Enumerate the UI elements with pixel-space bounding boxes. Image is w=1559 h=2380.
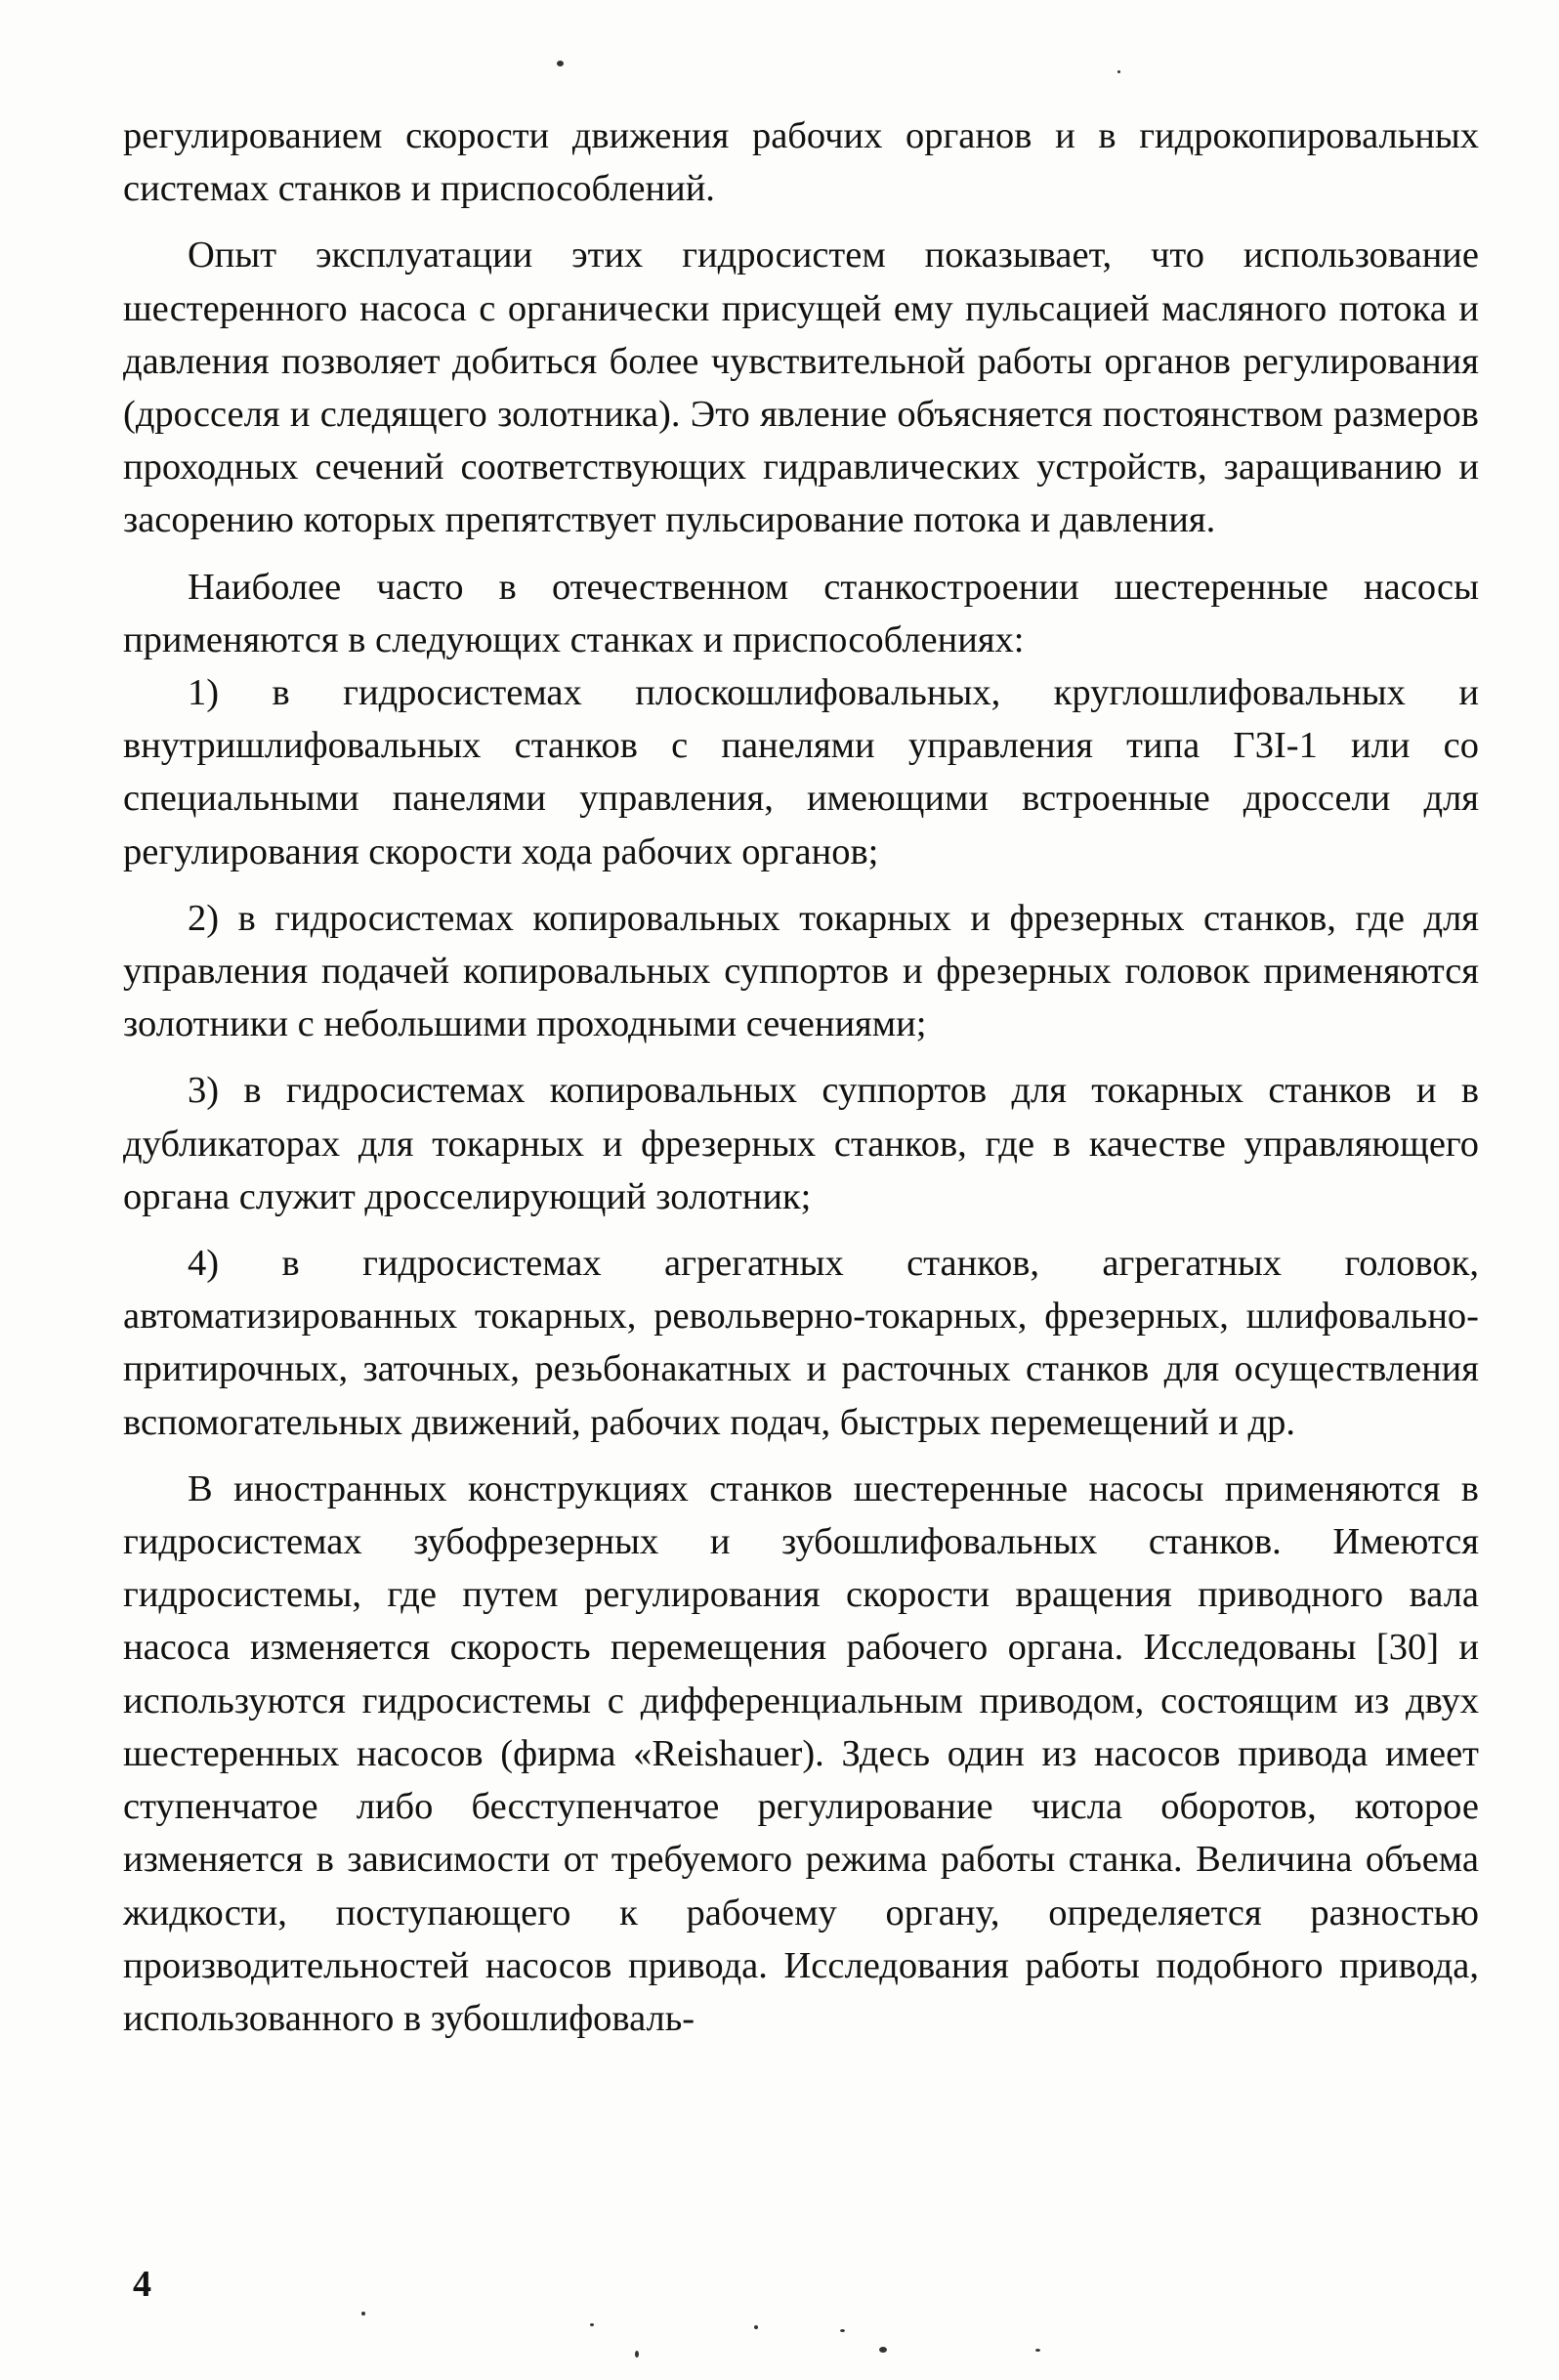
print-speck xyxy=(840,2329,845,2332)
list-item-2: 2) в гидросистемах копировальных токарных и фрезерных станков, где для управления подачей копировальных суппортов и фрезерных головок применяются золотники с небольшими проходными сечениями; xyxy=(123,897,1479,1045)
page-number: 4 xyxy=(133,2264,151,2305)
print-speck xyxy=(1117,70,1120,73)
paragraph-domestic-usage: Наиболее часто в отечественном станкостроении шестеренные насосы применяются в следующих станках и приспособлениях: xyxy=(123,566,1479,660)
print-speck xyxy=(879,2347,887,2353)
paragraph-experience: Опыт эксплуатации этих гидросистем показывает, что использование шестеренного насоса с органически присущей ему пульсацией масляного потока и давления позволяет добиться более чувствительной работы органов регулирования (дросселя и следящего золотника). Это явление объясняется постоянством размеров проходных сечений соответствующих гидравлических устройств, заращиванию и засорению которых препятствует пульсирование потока и давления. xyxy=(123,234,1479,541)
paragraph-foreign-designs: В иностранных конструкциях станков шестеренные насосы применяются в гидросистемах зубофрезерных и зубошлифовальных станков. Имеются гидросистемы, где путем регулирования скорости вращения приводного вала насоса изменяется скорость перемещения рабочего органа. Исследованы [30] и используются гидросистемы с дифференциальным приводом, состоящим из двух шестеренных насосов (фирма «Reishauer). Здесь один из насосов привода имеет ступенчатое либо бесступенчатое регулирование числа оборотов, которое изменяется в зависимости от требуемого режима работы станка. Величина объема жидкости, поступающего к рабочему органу, определяется разностью производительностей насосов привода. Исследования работы подобного привода, использованного в зубошлифоваль- xyxy=(123,1467,1479,2039)
print-speck xyxy=(590,2323,594,2326)
print-speck xyxy=(635,2351,639,2358)
list-item-1: 1) в гидросистемах плоскошлифовальных, круглошлифовальных и внутришлифовальных станков с панелями управления типа Г3І-1 или со специальными панелями управления, имеющими встроенные дроссели для регулирования скорости хода рабочих органов; xyxy=(123,672,1479,872)
body-text xyxy=(123,109,1479,2045)
list-item-3: 3) в гидросистемах копировальных суппортов для токарных станков и в дубликаторах для токарных и фрезерных станков, где в качестве управляющего органа служит дросселирующий золотник; xyxy=(123,1070,1479,1217)
print-speck xyxy=(754,2325,758,2329)
print-speck xyxy=(361,2312,365,2316)
print-speck xyxy=(557,61,564,66)
print-speck xyxy=(1035,2349,1040,2352)
list-item-4: 4) в гидросистемах агрегатных станков, агрегатных головок, автоматизированных токарных, револьверно-токарных, фрезерных, шлифовально-притирочных, заточных, резьбонакатных и расточных станков для осуществления вспомогательных движений, рабочих подач, быстрых перемещений и др. xyxy=(123,1243,1479,1443)
paragraph-continuation: регулированием скорости движения рабочих органов и в гидрокопировальных системах станков и приспособлений. xyxy=(123,115,1479,210)
